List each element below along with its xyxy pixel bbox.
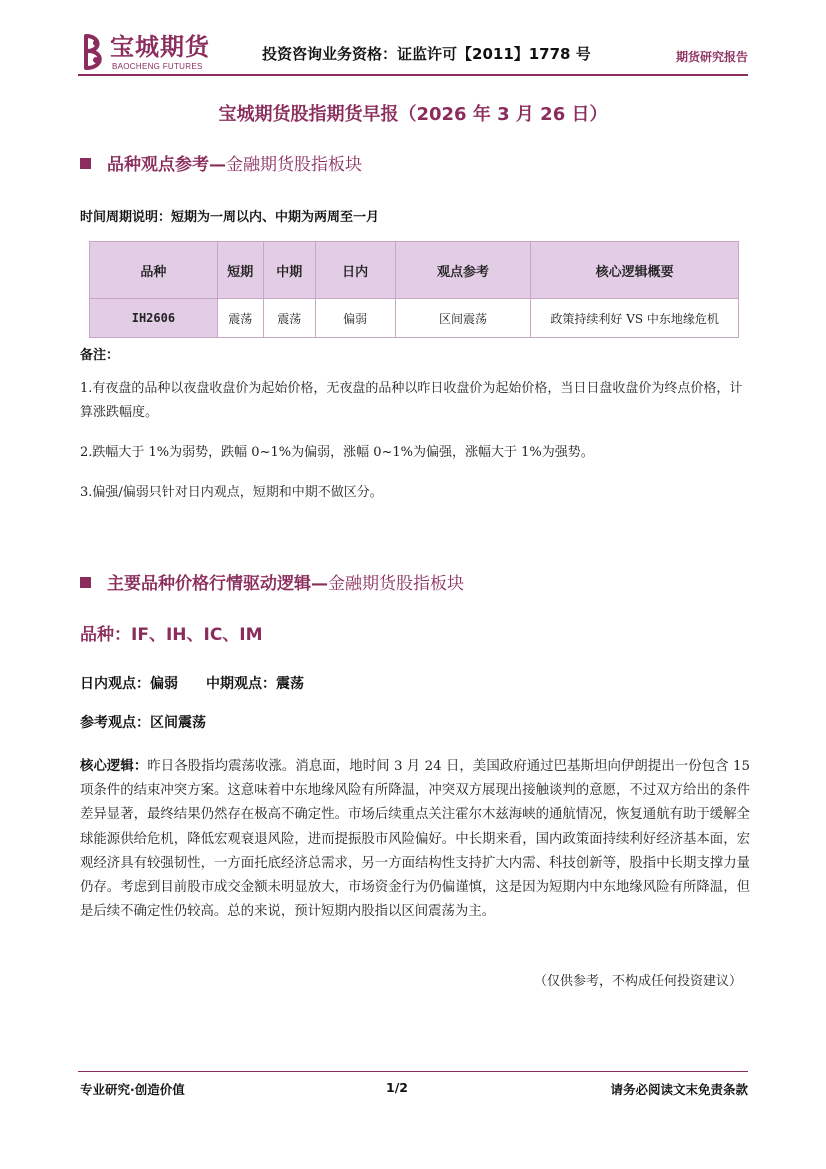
bullet-square-icon	[80, 577, 91, 588]
qualification-text: 投资咨询业务资格：证监许可【2011】1778 号	[262, 45, 591, 63]
views-line	[80, 673, 304, 693]
table-header-cell: 品种	[90, 242, 218, 299]
logo-text-en: BAOCHENG FUTURES	[112, 62, 203, 71]
remark-item: 2.跌幅大于 1%为弱势，跌幅 0~1%为偏弱，涨幅 0~1%为偏强，涨幅大于 1%为强势。	[80, 445, 594, 460]
varieties-line: 品种：IF、IH、IC、IM	[80, 625, 263, 645]
header-divider	[78, 74, 748, 76]
table-header-cell: 中期	[263, 242, 315, 299]
core-logic-text: 昨日各股指均震荡收涨。消息面，地时间 3 月 24 日，美国政府通过巴基斯坦向伊朗提出一份包含 15 项条件的结束冲突方案。这意味着中东地缘风险有所降温，冲突双方展现出接触谈判的意愿，不过双方给出的条件差异显著，最终结果仍然存在极高不确定性。市场后续重点关注霍尔木兹海峡的通航情况，恢复通航有助于缓解全球能源供给危机，降低宏观衰退风险，进而提振股市风险偏好。中长期来看，国内政策面持续利好经济基本面，宏观经济具有较强韧性，一方面托底经济总需求，另一方面结构性支持扩大内需、科技创新等，股指中长期支撑力量仍存。考虑到目前股市成交金额未明显放大，市场资金行为仍偏谨慎，这是因为短期内中东地缘风险有所降温，但是后续不确定性仍较高。总的来说，预计短期内股指以区间震荡为主。	[80, 759, 750, 920]
section-heading-main: 主要品种价格行情驱动逻辑—	[107, 574, 328, 594]
remarks-label: 备注：	[80, 348, 120, 363]
table-cell: 区间震荡	[395, 299, 531, 338]
table-header-cell: 短期	[217, 242, 263, 299]
reference-view: 参考观点：区间震荡	[80, 715, 206, 731]
table-header-cell: 核心逻辑概要	[531, 242, 739, 299]
table-cell: 震荡	[217, 299, 263, 338]
section-heading-sub: 金融期货股指板块	[226, 155, 362, 175]
company-logo-icon	[80, 33, 108, 71]
report-type: 期货研究报告	[675, 50, 748, 64]
table-header-cell: 日内	[315, 242, 395, 299]
period-note: 时间周期说明：短期为一周以内、中期为两周至一月	[80, 210, 380, 225]
footer-slogan: 专业研究·创造价值	[80, 1082, 185, 1097]
section-heading-sub: 金融期货股指板块	[328, 574, 464, 594]
section-heading-main: 品种观点参考—	[107, 155, 226, 175]
table-cell: 震荡	[263, 299, 315, 338]
remark-item: 1.有夜盘的品种以夜盘收盘价为起始价格，无夜盘的品种以昨日收盘价为起始价格，当日日盘收盘价为终点价格，计算涨跌幅度。	[80, 381, 743, 420]
table-header-row	[90, 242, 739, 299]
midterm-view: 中期观点：震荡	[206, 676, 304, 692]
views-table	[89, 241, 739, 338]
bullet-square-icon	[80, 158, 91, 169]
section-heading-drivers	[80, 569, 464, 594]
core-logic-label: 核心逻辑：	[80, 759, 148, 774]
section-heading-views	[80, 150, 362, 175]
footer-divider	[78, 1071, 748, 1072]
footer-disclaimer-link: 请务必阅读文末免责条款	[610, 1082, 748, 1097]
table-cell: 偏弱	[315, 299, 395, 338]
page-number: 1/2	[386, 1080, 408, 1095]
logo-text-cn: 宝城期货	[110, 32, 210, 61]
table-cell-variety: IH2606	[90, 299, 218, 338]
core-logic-paragraph	[80, 755, 750, 924]
intraday-view: 日内观点：偏弱	[80, 676, 178, 692]
page-title: 宝城期货股指期货早报（2026 年 3 月 26 日）	[218, 104, 608, 125]
disclaimer: （仅供参考，不构成任何投资建议）	[533, 974, 742, 989]
remark-item: 3.偏强/偏弱只针对日内观点，短期和中期不做区分。	[80, 485, 383, 500]
table-header-cell: 观点参考	[395, 242, 531, 299]
table-row	[90, 299, 739, 338]
table-cell: 政策持续利好 VS 中东地缘危机	[531, 299, 739, 338]
